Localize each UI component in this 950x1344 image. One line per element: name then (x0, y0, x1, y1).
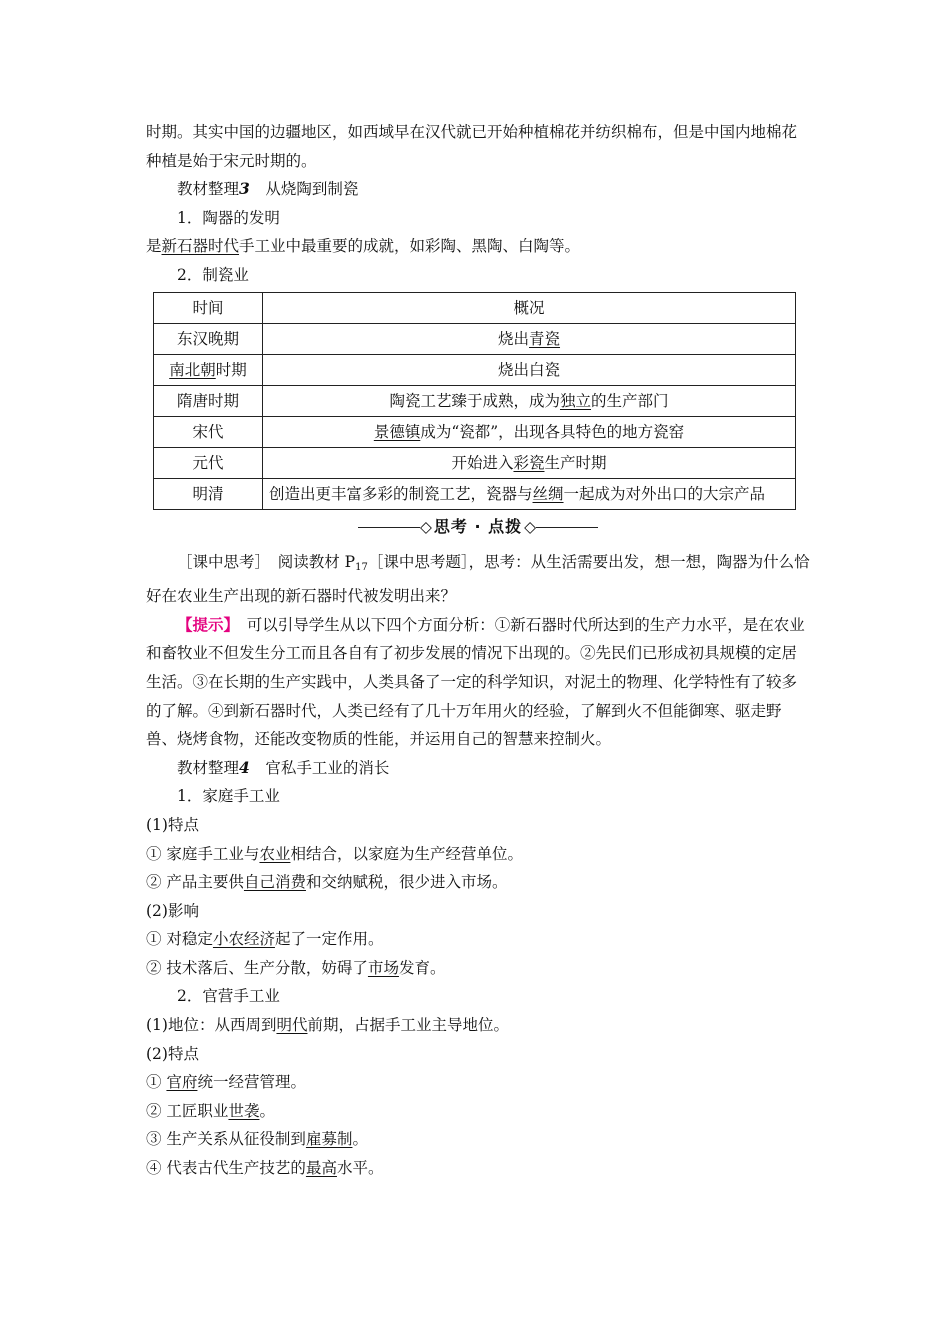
list-item: ② 产品主要供自己消费和交纳赋税，很少进入市场。 (146, 873, 508, 892)
list-item: (2)影响 (146, 901, 199, 920)
list-item: ③ 生产关系从征役制到雇募制。 (146, 1130, 368, 1149)
table-cell: 烧出白瓷 (263, 354, 796, 385)
list-item: (1)特点 (146, 815, 199, 834)
list-item: (1)地位：从西周到明代前期，占据手工业主导地位。 (146, 1016, 509, 1035)
table-cell: 隋唐时期 (154, 385, 263, 416)
table-header-cell: 概况 (263, 292, 796, 323)
table-row (154, 447, 796, 478)
table-row (154, 385, 796, 416)
table-cell: 宋代 (154, 416, 263, 447)
list-item: ① 家庭手工业与农业相结合，以家庭为生产经营单位。 (146, 844, 523, 863)
table-header-cell: 时间 (154, 292, 263, 323)
section-divider (146, 514, 810, 542)
family-craft-heading: 1．家庭手工业 (177, 787, 280, 806)
divider-title: 思考 · 点拨 (433, 517, 523, 537)
table-cell: 景德镇成为“瓷都”，出现各具特色的地方瓷窑 (263, 416, 796, 447)
list-item: ① 官府统一经营管理。 (146, 1073, 306, 1092)
list-item: ④ 代表古代生产技艺的最高水平。 (146, 1159, 384, 1178)
diamond-icon: ◇ (419, 518, 432, 537)
table-row (154, 323, 796, 354)
list-item: ② 工匠职业世袭。 (146, 1101, 275, 1120)
list-item: (2)特点 (146, 1044, 199, 1063)
table-cell: 开始进入彩瓷生产时期 (263, 447, 796, 478)
porcelain-heading: 2．制瓷业 (177, 265, 249, 284)
list-item: ② 技术落后、生产分散，妨碍了市场发育。 (146, 958, 446, 977)
table-row (154, 478, 796, 509)
table-row (154, 354, 796, 385)
table-cell: 元代 (154, 447, 263, 478)
table-cell: 南北朝时期 (154, 354, 263, 385)
list-item: ① 对稳定小农经济起了一定作用。 (146, 930, 384, 949)
table-cell: 创造出更丰富多彩的制瓷工艺，瓷器与丝绸一起成为对外出口的大宗产品 (263, 478, 796, 509)
diamond-icon: ◇ (524, 518, 537, 537)
table-header-row (154, 292, 796, 323)
hint-paragraph: 【提示】 可以引导学生从以下四个方面分析：①新石器时代所达到的生产力水平，是在农业和畜牧业不但发生分工而且各自有了初步发展的情况下出现的。②先民们已形成初具规模的定居生活。③在长期的生产实践中，人类具备了一定的科学知识，对泥土的物理、化学特性有了较多的了解。④到新石器时代，人类已经有了几十万年用火的经验，了解到火不但能御寒、驱走野兽、烧烤食物，还能改变物质的性能，并运用自己的智慧来控制火。 (146, 614, 805, 749)
intro-paragraph: 时期。其实中国的边疆地区，如西域早在汉代就已开始种植棉花并纺织棉布，但是中国内地棉花种植是始于宋元时期的。 (146, 123, 798, 170)
divider-line (358, 527, 420, 528)
think-question: ［课中思考］ 阅读教材 $P_{17}[$课中思考题］，思考：从生活需要出发，想一想，陶器为什么恰好在农业生产出现的新石器时代被发明出来？ (146, 552, 810, 606)
section3-heading: 教材整理3 从烧陶到制瓷 (177, 179, 359, 199)
porcelain-table (153, 292, 796, 510)
official-craft-heading: 2．官营手工业 (177, 987, 280, 1006)
pottery-text: 是新石器时代手工业中最重要的成就，如彩陶、黑陶、白陶等。 (146, 237, 581, 256)
section4-heading: 教材整理4 官私手工业的消长 (177, 757, 390, 777)
table-cell: 东汉晚期 (154, 323, 263, 354)
table-cell: 烧出青瓷 (263, 323, 796, 354)
table-cell: 明清 (154, 478, 263, 509)
document-page (146, 118, 810, 1183)
divider-line (536, 527, 598, 528)
table-cell: 陶瓷工艺臻于成熟，成为独立的生产部门 (263, 385, 796, 416)
pottery-heading: 1．陶器的发明 (177, 208, 280, 227)
table-row (154, 416, 796, 447)
hint-label: 【提示】 (177, 614, 232, 634)
